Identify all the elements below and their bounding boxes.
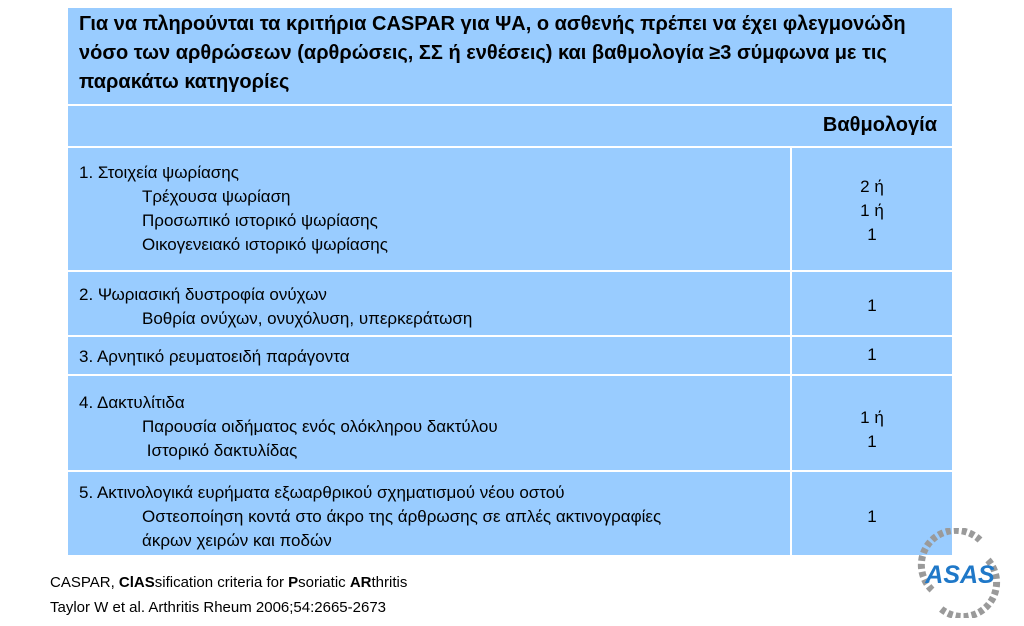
criterion-heading: 4. Δακτυλίτιδα — [79, 393, 185, 412]
criterion-1-score — [792, 175, 952, 247]
divider — [68, 470, 952, 472]
criterion-3-score — [792, 343, 952, 367]
score-value: 1 ή — [860, 408, 884, 427]
score-value: 1 — [867, 225, 877, 244]
logo-text: ASAS — [925, 561, 995, 589]
criterion-heading: 5. Ακτινολογικά ευρήματα εξωαρθρικού σχηματισμού νέου οστού — [79, 483, 565, 502]
criterion-1 — [79, 161, 388, 257]
divider — [68, 146, 952, 148]
criterion-5 — [79, 481, 661, 553]
criterion-4 — [79, 391, 498, 463]
criterion-item: Παρουσία οιδήματος ενός ολόκληρου δακτύλου — [142, 417, 498, 436]
criterion-item: Ιστορικό δακτυλίδας — [142, 441, 298, 460]
divider — [68, 104, 952, 106]
criterion-5-score — [792, 505, 952, 529]
score-value: 1 — [867, 432, 877, 451]
caspar-table — [68, 8, 952, 555]
score-value: 1 ή — [860, 201, 884, 220]
criterion-item: Οστεοποίηση κοντά στο άκρο της άρθρωσης σε απλές ακτινογραφίες — [142, 507, 662, 526]
score-value: 1 — [867, 345, 877, 364]
divider — [68, 374, 952, 376]
divider — [68, 270, 952, 272]
score-value: 2 ή — [860, 177, 884, 196]
citation-reference: Taylor W et al. Arthritis Rheum 2006;54:2665-2673 — [50, 599, 387, 616]
criterion-3 — [79, 345, 350, 369]
criterion-heading: 2. Ψωριασική δυστροφία ονύχων — [79, 285, 327, 304]
citation-acronym: CASPAR, ClASsification criteria for Psoriatic ARthritis — [50, 574, 408, 591]
criterion-heading: 1. Στοιχεία ψωρίασης — [79, 163, 239, 182]
criterion-item: Τρέχουσα ψωρίαση — [142, 187, 291, 206]
score-value: 1 — [867, 296, 877, 315]
score-column-header: Βαθμολογία — [822, 114, 937, 136]
criterion-item: Προσωπικό ιστορικό ψωρίασης — [142, 211, 378, 230]
asas-logo — [910, 528, 1010, 618]
criterion-heading: 3. Αρνητικό ρευματοειδή παράγοντα — [79, 347, 350, 366]
criterion-item: Οικογενειακό ιστορικό ψωρίασης — [142, 235, 388, 254]
criterion-2-score — [792, 294, 952, 318]
criterion-4-score — [792, 406, 952, 454]
criterion-2 — [79, 283, 472, 331]
score-value: 1 — [867, 507, 877, 526]
divider — [68, 335, 952, 337]
criterion-item: άκρων χειρών και ποδών — [142, 531, 332, 550]
criterion-item: Βοθρία ονύχων, ονυχόλυση, υπερκεράτωση — [142, 309, 473, 328]
table-title: Για να πληρούνται τα κριτήρια CASPAR για ΨΑ, ο ασθενής πρέπει να έχει φλεγμονώδη νόσο των αρθρώσεων (αρθρώσεις, ΣΣ ή ενθέσεις) και βαθμολογία ≥3 σύμφωνα με τις παρακάτω κατηγορίες — [79, 13, 906, 93]
